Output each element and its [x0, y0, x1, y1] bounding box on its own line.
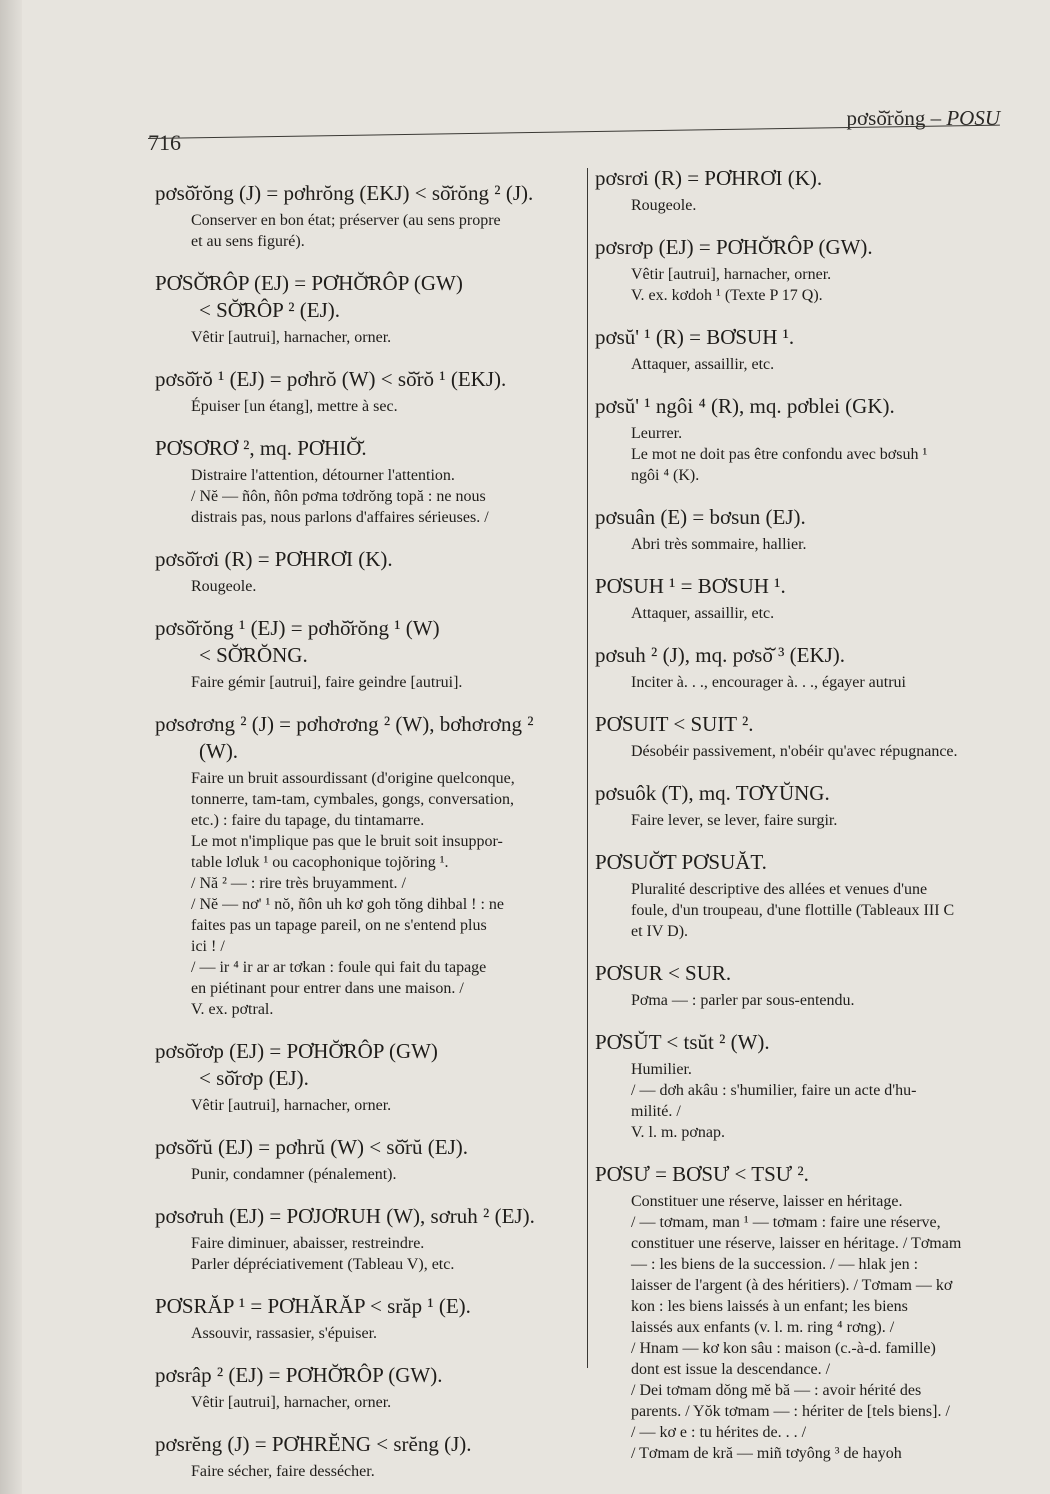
entry-headword — [595, 711, 1010, 738]
right-column — [595, 165, 1010, 1482]
definition-line: Faire un bruit assourdissant (d'origine quelconque, — [191, 770, 515, 787]
headword-line: pơsŏ̆rŏng ¹ (EJ) = pơhŏ̆rŏng ¹ (W) — [155, 616, 440, 640]
definition-line: / Nă ² — : rire très bruyamment. / — [191, 875, 406, 892]
entry-headword — [155, 366, 575, 393]
headword-line: PƠSRĂP ¹ = PƠHĂRĂP < srăp ¹ (E). — [155, 1294, 471, 1318]
entry-definition — [191, 1323, 575, 1344]
definition-line: et IV D). — [631, 923, 689, 940]
definition-line: foule, d'un troupeau, d'une flottille (Tableaux III C — [631, 902, 955, 919]
definition-line: V. l. m. pơnap. — [631, 1124, 725, 1141]
entry-headword — [155, 435, 575, 462]
column-divider — [587, 168, 588, 1368]
entry-definition — [631, 195, 1010, 216]
left-column — [155, 180, 575, 1494]
dictionary-entry — [155, 1203, 575, 1275]
entry-headword — [595, 504, 1010, 531]
headword-line: pơsŏ̆rơp (EJ) = PƠHŎ̆RÔP (GW) — [155, 1039, 438, 1063]
entry-definition — [631, 879, 1010, 942]
headword-line: PƠSUŎ̆T PƠSUĂT. — [595, 850, 767, 874]
entry-headword — [155, 1362, 575, 1389]
definition-line: ici ! / — [191, 938, 225, 955]
dictionary-entry — [595, 642, 1010, 693]
definition-line: Vêtir [autrui], harnacher, orner. — [191, 1097, 392, 1114]
entry-headword — [155, 1203, 575, 1230]
entry-definition — [191, 465, 575, 528]
definition-line: Faire lever, se lever, faire surgir. — [631, 812, 838, 829]
headword-line: pơsŭ' ¹ (R) = BƠSUH ¹. — [595, 325, 795, 349]
definition-line: Pơma — : parler par sous-entendu. — [631, 992, 855, 1009]
headword-line: pơsŏ̆rŏng (J) = pơhrŏng (EKJ) < sŏ̆rŏng ² (J). — [155, 181, 534, 205]
entry-definition — [631, 534, 1010, 555]
headword-line: pơsŏ̆rơi (R) = PƠHRƠI (K). — [155, 547, 393, 571]
headword-line: pơsrơi (R) = PƠHRƠI (K). — [595, 166, 823, 190]
entry-headword — [155, 711, 575, 765]
headword-line: PƠSUR < SUR. — [595, 961, 732, 985]
entry-headword — [595, 1029, 1010, 1056]
headword-line: pơsrĕng (J) = PƠHRĔNG < srĕng (J). — [155, 1432, 472, 1456]
dictionary-entry — [155, 1431, 575, 1482]
entry-headword — [155, 270, 575, 324]
entry-definition — [631, 354, 1010, 375]
definition-line: / Nĕ — ñôn, ñôn pơma tơdrŏng topă : ne nous — [191, 488, 486, 505]
definition-line: constituer une réserve, laisser en héritage. / Tơmam — [631, 1235, 962, 1252]
definition-line: / Dei tơmam dŏng mĕ bă — : avoir hérité des — [631, 1382, 922, 1399]
headword-line: < SŎ̆RÔP ² (EJ). — [199, 298, 341, 322]
dictionary-entry — [595, 960, 1010, 1011]
definition-line: et au sens figuré). — [191, 233, 305, 250]
entry-definition — [631, 990, 1010, 1011]
entry-headword — [595, 573, 1010, 600]
entry-definition — [631, 264, 1010, 306]
running-head-separator: – — [925, 106, 947, 130]
entry-headword — [155, 615, 575, 669]
definition-line: / Nĕ — nơ' ¹ nŏ, ñôn uh kơ goh tŏng dihbal ! : ne — [191, 896, 505, 913]
dictionary-entry — [155, 180, 575, 252]
dictionary-entry — [595, 234, 1010, 306]
definition-line: Vêtir [autrui], harnacher, orner. — [631, 266, 832, 283]
headword-line: pơsuh ² (J), mq. pơsŏ̆ ³ (EKJ). — [595, 643, 846, 667]
headword-line: PƠSŬT < tsŭt ² (W). — [595, 1030, 770, 1054]
definition-line: Distraire l'attention, détourner l'attention. — [191, 467, 455, 484]
definition-line: Faire diminuer, abaisser, restreindre. — [191, 1235, 425, 1252]
entry-definition — [191, 327, 575, 348]
entry-definition — [191, 1461, 575, 1482]
definition-line: parents. / Yŏk tơmam — : hériter de [tels biens]. / — [631, 1403, 950, 1420]
dictionary-entry — [595, 504, 1010, 555]
entry-headword — [595, 780, 1010, 807]
definition-line: ngôi ⁴ (K). — [631, 467, 700, 484]
definition-line: etc.) : faire du tapage, du tintamarre. — [191, 812, 425, 829]
entry-definition — [631, 603, 1010, 624]
dictionary-entry — [155, 366, 575, 417]
entry-definition — [191, 1392, 575, 1413]
definition-line: / — tơmam, man ¹ — tơmam : faire une réserve, — [631, 1214, 941, 1231]
definition-line: / Hnam — kơ kon sâu : maison (c.-à-d. famille) — [631, 1340, 936, 1357]
dictionary-entry — [595, 711, 1010, 762]
headword-line: PƠSŎ̆RÔP (EJ) = PƠHŎ̆RÔP (GW) — [155, 271, 463, 295]
definition-line: milité. / — [631, 1103, 681, 1120]
definition-line: Leurrer. — [631, 425, 683, 442]
headword-line: pơsuân (E) = bơsun (EJ). — [595, 505, 806, 529]
headword-line: pơsơrơng ² (J) = pơhơrơng ² (W), bơhơrơng ² — [155, 712, 534, 736]
dictionary-entry — [155, 1362, 575, 1413]
dictionary-entry — [155, 1038, 575, 1116]
headword-line: PƠSUIT < SUIT ². — [595, 712, 754, 736]
dictionary-entry — [595, 573, 1010, 624]
dictionary-entry — [595, 324, 1010, 375]
entry-definition — [631, 1059, 1010, 1143]
definition-line: Épuiser [un étang], mettre à sec. — [191, 398, 398, 415]
definition-line: Assouvir, rassasier, s'épuiser. — [191, 1325, 378, 1342]
dictionary-entry — [155, 1134, 575, 1185]
definition-line: Attaquer, assaillir, etc. — [631, 605, 775, 622]
definition-line: Rougeole. — [191, 578, 257, 595]
page-number: 716 — [148, 130, 181, 155]
dictionary-entry — [595, 849, 1010, 942]
headword-line: pơsŏ̆rŭ (EJ) = pơhrŭ (W) < sŏ̆rŭ (EJ). — [155, 1135, 469, 1159]
definition-line: Vêtir [autrui], harnacher, orner. — [191, 1394, 392, 1411]
definition-line: dont est issue la descendance. / — [631, 1361, 831, 1378]
running-head-word: pơsŏ̆rŏng — [846, 106, 926, 130]
definition-line: Parler dépréciativement (Tableau V), etc. — [191, 1256, 455, 1273]
headword-line: PƠSƠRƠ ², mq. PƠHIŎ̆. — [155, 436, 367, 460]
entry-headword — [595, 1161, 1010, 1188]
entry-definition — [191, 1233, 575, 1275]
entry-headword — [155, 180, 575, 207]
definition-line: Punir, condamner (pénalement). — [191, 1166, 397, 1183]
definition-line: faites pas un tapage pareil, on ne s'entend plus — [191, 917, 487, 934]
dictionary-entry — [595, 165, 1010, 216]
entry-definition — [631, 810, 1010, 831]
dictionary-entry — [155, 711, 575, 1020]
entry-definition — [191, 210, 575, 252]
entry-definition — [191, 1164, 575, 1185]
headword-line: pơsŏ̆rŏ ¹ (EJ) = pơhrŏ (W) < sŏ̆rŏ ¹ (EKJ). — [155, 367, 507, 391]
entry-headword — [595, 960, 1010, 987]
headword-line: pơsrâp ² (EJ) = PƠHŎ̆RÔP (GW). — [155, 1363, 443, 1387]
entry-headword — [155, 1431, 575, 1458]
dictionary-entry — [155, 1293, 575, 1344]
header-rule — [148, 125, 1000, 139]
definition-line: Humilier. — [631, 1061, 692, 1078]
entry-definition — [191, 576, 575, 597]
entry-headword — [155, 1134, 575, 1161]
definition-line: / — kơ e : tu hérites de. . . / — [631, 1424, 807, 1441]
definition-line: table lơluk ¹ ou cacophonique tojŏring ¹. — [191, 854, 449, 871]
definition-line: — : les biens de la succession. / — hlak jen : — [631, 1256, 919, 1273]
dictionary-entry — [595, 1029, 1010, 1143]
entry-definition — [191, 1095, 575, 1116]
definition-line: V. ex. kơdoh ¹ (Texte P 17 Q). — [631, 287, 823, 304]
entry-definition — [631, 1191, 1010, 1464]
entry-headword — [155, 1038, 575, 1092]
headword-line: < sŏ̆rơp (EJ). — [199, 1066, 309, 1090]
entry-definition — [631, 672, 1010, 693]
definition-line: Pluralité descriptive des allées et venues d'une — [631, 881, 928, 898]
definition-line: Rougeole. — [631, 197, 697, 214]
definition-line: distrais pas, nous parlons d'affaires sérieuses. / — [191, 509, 489, 526]
dictionary-entry — [155, 270, 575, 348]
definition-line: / — ir ⁴ ir ar ar tơkan : foule qui fait du tapage — [191, 959, 487, 976]
headword-line: PƠSƯ = BƠSƯ < TSƯ ². — [595, 1162, 809, 1186]
entry-definition — [191, 672, 575, 693]
entry-headword — [595, 849, 1010, 876]
definition-line: Inciter à. . ., encourager à. . ., égayer autrui — [631, 674, 906, 691]
headword-line: < SŎ̆RŎNG. — [199, 643, 308, 667]
entry-definition — [631, 423, 1010, 486]
definition-line: Conserver en bon état; préserver (au sens propre — [191, 212, 501, 229]
entry-headword — [595, 393, 1010, 420]
definition-line: Faire gémir [autrui], faire geindre [autrui]. — [191, 674, 463, 691]
entry-headword — [155, 1293, 575, 1320]
entry-headword — [595, 324, 1010, 351]
definition-line: laisser de l'argent (à des héritiers). / Tơmam — kơ — [631, 1277, 953, 1294]
entry-definition — [191, 396, 575, 417]
entry-headword — [155, 546, 575, 573]
headword-line: (W). — [199, 739, 239, 763]
headword-line: pơsuôk (T), mq. TƠYŬNG. — [595, 781, 830, 805]
definition-line: / Tơmam de kră — miñ tơyông ³ de hayoh — [631, 1445, 902, 1462]
definition-line: tonnerre, tam-tam, cymbales, gongs, conversation, — [191, 791, 515, 808]
definition-line: Le mot ne doit pas être confondu avec bơsuh ¹ — [631, 446, 928, 463]
definition-line: Le mot n'implique pas que le bruit soit insuppor- — [191, 833, 503, 850]
dictionary-entry — [155, 615, 575, 693]
running-head-end: POSU — [946, 106, 1000, 130]
dictionary-entry — [155, 546, 575, 597]
dictionary-entry — [155, 435, 575, 528]
entry-definition — [631, 741, 1010, 762]
definition-line: kon : les biens laissés à un enfant; les biens — [631, 1298, 908, 1315]
dictionary-entry — [595, 393, 1010, 486]
headword-line: pơsŭ' ¹ ngôi ⁴ (R), mq. pơblei (GK). — [595, 394, 895, 418]
entry-definition — [191, 768, 575, 1020]
headword-line: PƠSUH ¹ = BƠSUH ¹. — [595, 574, 786, 598]
headword-line: pơsơruh (EJ) = PƠJƠRUH (W), sơruh ² (EJ). — [155, 1204, 535, 1228]
definition-line: laissés aux enfants (v. l. m. ring ⁴ rơng). / — [631, 1319, 895, 1336]
definition-line: en piétinant pour entrer dans une maison. / — [191, 980, 464, 997]
entry-headword — [595, 165, 1010, 192]
definition-line: Désobéir passivement, n'obéir qu'avec répugnance. — [631, 743, 958, 760]
definition-line: Attaquer, assaillir, etc. — [631, 356, 775, 373]
definition-line: V. ex. pơtral. — [191, 1001, 274, 1018]
dictionary-entry — [595, 780, 1010, 831]
entry-headword — [595, 234, 1010, 261]
headword-line: pơsrơp (EJ) = PƠHŎ̆RÔP (GW). — [595, 235, 873, 259]
definition-line: Constituer une réserve, laisser en héritage. — [631, 1193, 903, 1210]
definition-line: / — dơh akâu : s'humilier, faire un acte d'hu- — [631, 1082, 917, 1099]
definition-line: Faire sécher, faire dessécher. — [191, 1463, 375, 1480]
definition-line: Vêtir [autrui], harnacher, orner. — [191, 329, 392, 346]
dictionary-entry — [595, 1161, 1010, 1464]
definition-line: Abri très sommaire, hallier. — [631, 536, 807, 553]
entry-headword — [595, 642, 1010, 669]
